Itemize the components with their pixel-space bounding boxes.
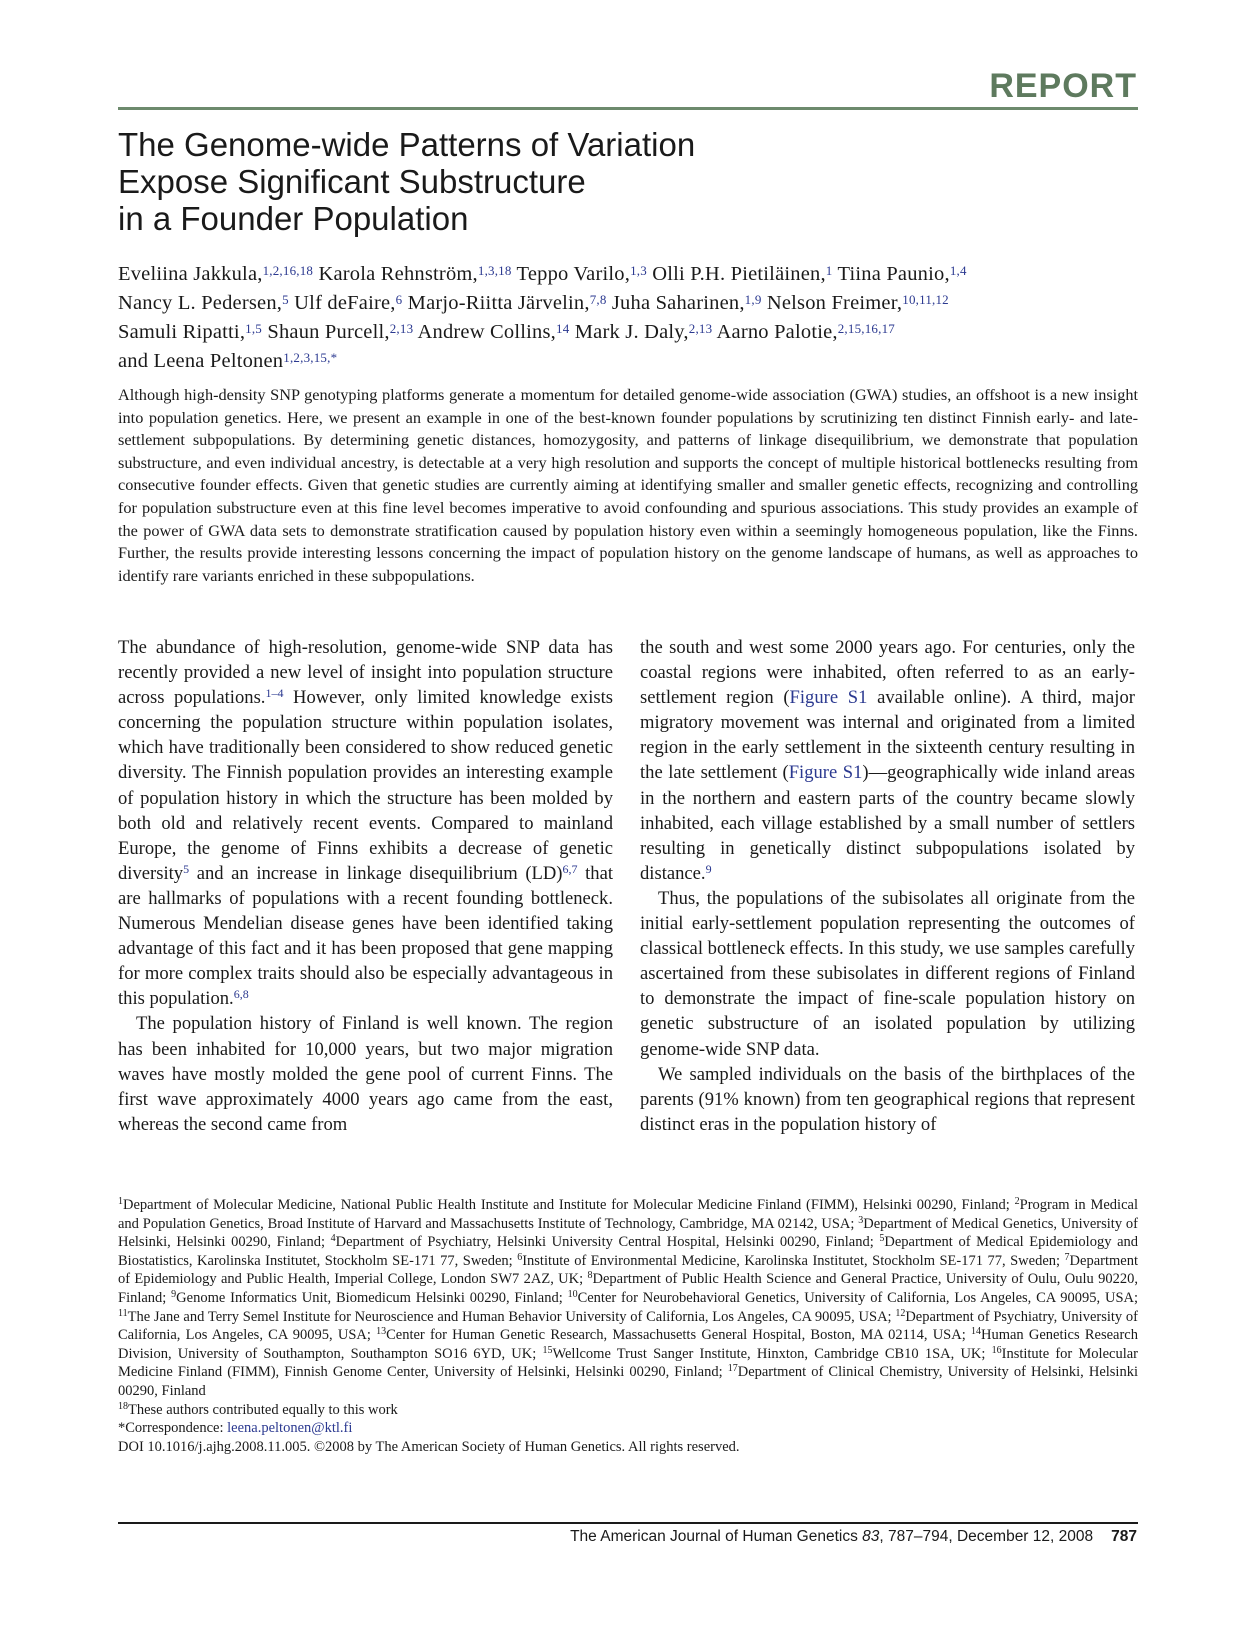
author-affiliation[interactable]: 1,5 xyxy=(245,321,263,336)
footnote-marker: 6 xyxy=(517,1251,523,1263)
footnote-marker: 18 xyxy=(118,1400,128,1412)
affiliation-text: Center for Human Genetic Research, Massachusetts General Hospital, Boston, MA 02114, USA; xyxy=(386,1327,971,1344)
affiliation-text: Department of Epidemiology and Public Health, Imperial College, London SW7 2AZ, UK; xyxy=(118,1252,1138,1288)
abstract: Although high-density SNP genotyping platforms generate a momentum for detailed genome-wide association (GWA) studies, an offshoot is a new insight into population genetics. Here, we present an example in one of the best-known founder populations by scrutinizing ten distinct Finnish early- and late-settlement subpopulations. By determining genetic distances, homozygosity, and patterns of linkage disequilibrium, we demonstrate that population substructure, and even individual ancestry, is detectable at a very high resolution and supports the concept of multiple historical bottlenecks resulting from consecutive founder effects. Given that genetic studies are currently aiming at identifying smaller and smaller genetic effects, recognizing and controlling for population substructure even at this fine level becomes imperative to avoid confounding and spurious associations. This study provides an example of the power of GWA data sets to demonstrate stratification caused by population history even within a seemingly homogeneous population, like the Finns. Further, the results provide interesting lessons concerning the impact of population history on the genome landscape of humans, as well as approaches to identify rare variants enriched in these subpopulations. xyxy=(118,385,1138,585)
author-name: Samuli Ripatti, xyxy=(118,321,246,343)
footnote-marker: 7 xyxy=(1064,1251,1070,1263)
body-paragraph: We sampled individuals on the basis of the birthplaces of the parents (91% known) from ten geographical regions that represent distinct eras in the population history of xyxy=(640,1063,1135,1135)
body-paragraph: Thus, the populations of the subisolates all originate from the initial early-settlement population representing the outcomes of classical bottleneck effects. In this study, we use samples carefully ascertained from these subisolates in different regions of Finland to demonstrate the impact of fine-scale population history on genetic substructure of an isolated population by utilizing genome-wide SNP data. xyxy=(640,887,1135,1060)
footnote-marker: 1 xyxy=(118,1196,123,1207)
footnote-marker: 14 xyxy=(970,1326,981,1338)
affiliation-text: Department of Molecular Medicine, National Public Health Institute and Institute for Molecular Medicine Finland (FIMM), Helsinki 00290, Finland; xyxy=(123,1197,1015,1213)
journal-volume: 83 xyxy=(862,1528,880,1545)
footnote-marker: 13 xyxy=(376,1326,387,1338)
author-name: Marjo-Riitta Järvelin, xyxy=(407,292,590,314)
footnote-marker: 9 xyxy=(171,1288,177,1300)
footnote-marker: 15 xyxy=(542,1344,553,1356)
author-affiliation[interactable]: 2,13 xyxy=(688,321,713,336)
affiliation-text: Department of Psychiatry, University of California, Los Angeles, CA 90095, USA; xyxy=(118,1308,1138,1344)
author-line xyxy=(118,345,1138,374)
footnote-marker: 17 xyxy=(727,1363,738,1375)
figure-link[interactable]: Figure S1 xyxy=(789,687,868,709)
affiliation-text: Department of Medical Epidemiology and Biostatistics, Karolinska Institutet, Stockholm SE-171 77, Sweden; xyxy=(118,1234,1139,1269)
author-name: Nancy L. Pedersen, xyxy=(118,292,283,314)
body-text: that are hallmarks of populations with a recent founding bottleneck. Numerous Mendelian disease genes have been identified taking advantage of this fact and it has been proposed that gene mapping for more complex traits should also be especially advantageous in this population. xyxy=(118,862,614,1010)
affiliation-text: Institute of Environmental Medicine, Karolinska Institutet, Stockholm SE-171 77, Sweden; xyxy=(522,1252,1065,1269)
footer-rule xyxy=(118,1522,1138,1524)
footnote-marker: 12 xyxy=(895,1307,906,1319)
author-name: Olli P.H. Pietiläinen, xyxy=(652,263,826,285)
footnotes xyxy=(118,1196,1138,1456)
body-columns xyxy=(118,635,1138,1160)
affiliation-text: Human Genetics Research Division, University of Southampton, Southampton SO16 6YD, UK; xyxy=(118,1327,1138,1362)
equal-contribution-note xyxy=(118,1401,1138,1420)
reference-link[interactable]: 6,8 xyxy=(233,987,249,1002)
reference-link[interactable]: 1–4 xyxy=(265,686,284,701)
affiliation-text: Wellcome Trust Sanger Institute, Hinxton, Cambridge CB10 1SA, UK; xyxy=(552,1345,992,1362)
footnote-marker: 2 xyxy=(1014,1196,1020,1207)
body-text: and an increase in linkage disequilibrium (LD) xyxy=(189,862,563,884)
footnote-marker: 4 xyxy=(330,1233,336,1245)
affiliation-text: Department of Public Health Science and General Practice, University of Oulu, Oulu 90220, Finland; xyxy=(118,1271,1138,1306)
author-list xyxy=(118,258,1138,374)
author-name: Nelson Freimer, xyxy=(766,292,903,314)
affiliation-text: Center for Neurobehavioral Genetics, University of California, Los Angeles, CA 90095, USA; xyxy=(577,1289,1139,1306)
body-paragraph: The population history of Finland is well known. The region has been inhabited for 10,000 years, but two major migration waves have mostly molded the gene pool of current Finns. The first wave approximately 4000 years ago came from the east, whereas the second came from xyxy=(118,1013,613,1135)
header-rule xyxy=(118,107,1138,110)
author-name: Karola Rehnström, xyxy=(318,263,478,285)
author-name: and Leena Peltonen xyxy=(118,350,284,372)
body-text: However, only limited knowledge exists concerning the population structure within population isolates, which have traditionally been considered to show reduced genetic diversity. The Finnish population provides an interesting example of population history in which the structure has been molded by both old and relatively recent events. Compared to mainland Europe, the genome of Finns exhibits a decrease of genetic diversity xyxy=(118,687,613,884)
author-affiliation[interactable]: 1,9 xyxy=(744,292,762,307)
author-name: Mark J. Daly, xyxy=(574,321,689,343)
author-affiliation[interactable]: 1,2,3,15,* xyxy=(283,350,338,365)
affiliation-text: The Jane and Terry Semel Institute for Neuroscience and Human Behavior University of California, Los Angeles, CA 90095, USA; xyxy=(127,1308,896,1325)
report-label: REPORT xyxy=(989,67,1137,105)
affiliation-text: Department of Psychiatry, Helsinki University Central Hospital, Helsinki 00290, Finland; xyxy=(335,1234,880,1251)
footnote-marker: 16 xyxy=(991,1344,1002,1356)
author-affiliation[interactable]: 10,11,12 xyxy=(902,292,949,307)
affiliation-text: Department of Clinical Chemistry, University of Helsinki, Helsinki 00290, Finland xyxy=(118,1364,1138,1399)
figure-link[interactable]: Figure S1 xyxy=(788,762,863,784)
body-paragraph xyxy=(118,635,613,1011)
author-name: Juha Saharinen, xyxy=(611,292,745,314)
author-line xyxy=(118,287,1138,316)
author-affiliation[interactable]: 7,8 xyxy=(589,292,607,307)
title-line: in a Founder Population xyxy=(118,200,469,237)
author-name: Shaun Purcell, xyxy=(267,321,390,343)
author-name: Andrew Collins, xyxy=(417,321,557,343)
body-paragraph xyxy=(640,635,1135,886)
author-name: Eveliina Jakkula, xyxy=(118,263,263,285)
correspondence-email-link[interactable]: leena.peltonen@ktl.fi xyxy=(227,1420,353,1437)
affiliation-text: Program in Medical and Population Genetics, Broad Institute of Harvard and Massachusetts Institute of Technology, Cambridge, MA 02142, USA; xyxy=(118,1197,1138,1232)
body-text: )—geographically wide inland areas in the northern and eastern parts of the country became slowly inhabited, each village established by a small number of settlers resulting in genetically distinct subpopulations isolated by distance. xyxy=(640,762,1135,884)
reference-link[interactable]: 6,7 xyxy=(562,861,578,876)
page-number: 787 xyxy=(1111,1528,1137,1545)
author-affiliation[interactable]: 1,3,18 xyxy=(477,263,512,278)
author-name: Tiina Paunio, xyxy=(837,263,950,285)
author-affiliation[interactable]: 1,3 xyxy=(630,263,647,278)
author-affiliation[interactable]: 14 xyxy=(556,321,570,336)
author-line xyxy=(118,316,1138,345)
body-text: available online). A third, major migratory movement was internal and originated from a limited region in the early settlement in the sixteenth century resulting in the late settlement ( xyxy=(640,687,1135,784)
journal-name: The American Journal of Human Genetics xyxy=(570,1528,863,1545)
author-line xyxy=(118,258,1138,287)
journal-pages-date: , 787–794, December 12, 2008 xyxy=(879,1528,1094,1545)
footnote-marker: 5 xyxy=(879,1233,885,1245)
page-footer xyxy=(570,1528,1137,1546)
author-affiliation[interactable]: 5 xyxy=(282,292,289,307)
author-affiliation[interactable]: 1 xyxy=(825,263,833,278)
footnote-marker: 11 xyxy=(118,1307,128,1319)
title-line: Expose Significant Substructure xyxy=(118,163,586,200)
affiliation-text: Genome Informatics Unit, Biomedicum Helsinki 00290, Finland; xyxy=(176,1289,568,1306)
author-affiliation[interactable]: 6 xyxy=(395,292,403,307)
author-name: Aarno Palotie, xyxy=(716,321,838,343)
footnote-text: These authors contributed equally to this work xyxy=(128,1401,398,1418)
article-title xyxy=(118,126,818,237)
affiliation-list xyxy=(118,1196,1138,1401)
left-column xyxy=(118,635,613,1137)
correspondence-note xyxy=(118,1419,1138,1438)
reference-link[interactable]: 9 xyxy=(705,861,712,876)
right-column xyxy=(640,635,1135,1137)
footnote-marker: 3 xyxy=(858,1214,864,1226)
author-affiliation[interactable]: 2,15,16,17 xyxy=(837,321,895,336)
body-text: The abundance of high-resolution, genome-wide SNP data has recently provided a new level of insight into population structure across populations. xyxy=(118,637,613,709)
body-text: the south and west some 2000 years ago. For centuries, only the coastal regions were inhabited, often referred to as an early-settlement region ( xyxy=(640,637,1135,709)
author-affiliation[interactable]: 1,2,16,18 xyxy=(262,263,314,278)
affiliation-text: Institute for Molecular Medicine Finland (FIMM), Finnish Genome Center, University of Helsinki, Helsinki 00290, Finland; xyxy=(118,1345,1138,1381)
author-affiliation[interactable]: 2,13 xyxy=(389,321,414,336)
doi-note: DOI 10.1016/j.ajhg.2008.11.005. ©2008 by The American Society of Human Genetics. All rights reserved. xyxy=(118,1438,740,1455)
author-affiliation[interactable]: 1,4 xyxy=(949,263,967,278)
author-name: Teppo Varilo, xyxy=(516,263,631,285)
affiliation-text: Department of Medical Genetics, University of Helsinki, Helsinki 00290, Finland; xyxy=(118,1215,1138,1251)
footnote-marker: 10 xyxy=(567,1288,578,1300)
author-name: Ulf deFaire, xyxy=(294,292,396,314)
reference-link[interactable]: 5 xyxy=(183,861,190,876)
footnote-marker: 8 xyxy=(587,1270,593,1282)
correspondence-label: *Correspondence: xyxy=(118,1420,228,1437)
title-line: The Genome-wide Patterns of Variation xyxy=(118,126,696,163)
